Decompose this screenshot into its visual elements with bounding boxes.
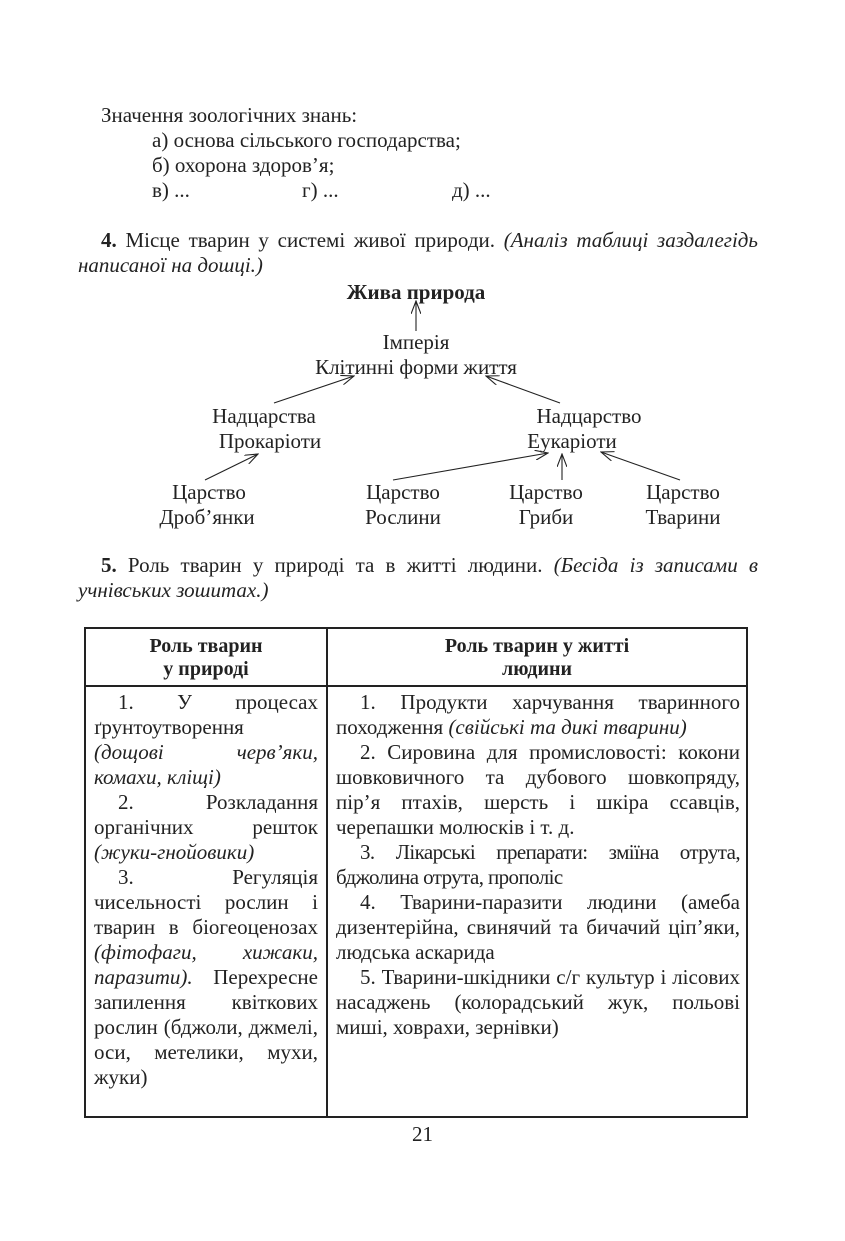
section-5-text: Роль тварин у природі та в житті людини. [116,553,554,577]
human-role-item: 1. Продукти харчування тваринного походження (свійські та дикі тварини) [336,690,740,739]
table-header-left-line-2: у природі [163,658,249,680]
arrow-k1-to-left-super [205,454,258,480]
section-4-number: 4. [101,228,117,252]
node-kingdom-3-label: Царство [509,480,583,504]
human-role-item: 2. Сировина для промисловості: кокони шовковичного та дубового шовкопряду, пір’я птахів, шерсть і шкіра ссавців, черепашки молюсків і т. д. [336,740,740,839]
node-super-right-2: Еукаріоти [527,429,617,453]
nature-role-item: 3. Регуляція чисельності рослин і тварин в біогеоценозах (фітофаги, хижаки, паразити). Перехресне запилення квіткових рослин (бджоли, джмелі, оси, метелики, мухи, жуки) [94,865,318,1089]
nature-role-item: 1. У процесах ґрунтоутворення (дощові черв’яки, комахи, кліщі) [94,690,318,789]
node-kingdom-1-label: Царство [172,480,246,504]
section-5-heading [78,553,758,603]
table-header-left [86,635,326,681]
arrow-k2-to-right-super [393,453,548,480]
intro-item-b: б) охорона здоров’я; [152,153,335,177]
section-4-note: (Аналіз таблиці заздалегідь написаної на дошці.) [78,228,758,277]
arrow-left-super-to-empire [274,376,354,403]
human-role-item: 4. Тварини-паразити людини (амеба дизентерійна, свинячий та бичачий ціп’яки, людська аскарида [336,890,740,964]
intro-item-v: в) ... [152,178,190,202]
node-kingdom-2-name: Рослини [365,505,441,529]
arrow-right-super-to-empire [486,376,560,403]
node-super-left-2: Прокаріоти [218,429,322,453]
table-header-divider [86,685,746,687]
table-header-right-line-2: людини [501,658,573,680]
human-role-item: 3. Лікарські препарати: зміїна отрута, бджолина отрута, прополіс [336,840,740,889]
section-5-number: 5. [101,553,117,577]
node-kingdom-4-label: Царство [646,480,720,504]
page-number: 21 [412,1122,433,1146]
section-4-text: Місце тварин у системі живої природи. [116,228,504,252]
intro-item-g: г) ... [302,178,339,202]
node-kingdom-4-name: Тварини [645,505,721,529]
table-header-left-line-1: Роль тварин [149,635,263,657]
node-empire-1: Імперія [382,330,450,354]
nature-role-item: 2. Розкладання органічних решток (жуки-гнойовики) [94,790,318,864]
node-kingdom-1-name: Дроб’янки [159,505,255,529]
table-column-divider [326,629,328,1116]
table-header-right-line-1: Роль тварин у житті [444,635,630,657]
section-5-note: (Бесіда із записами в учнівських зошитах.) [78,553,758,602]
diagram-arrows [0,0,845,540]
node-root: Жива природа [346,280,486,304]
node-kingdom-3-name: Гриби [518,505,574,529]
node-super-right-1: Надцарство [536,404,642,428]
arrow-k4-to-right-super [601,452,680,480]
table-header-right [328,635,746,681]
table-cell-human [336,690,740,1040]
intro-title: Значення зоологічних знань: [101,103,358,127]
roles-table [84,627,748,1118]
intro-item-d: д) ... [452,178,491,202]
intro-item-a: а) основа сільського господарства; [152,128,461,152]
node-super-left-1: Надцарства [212,404,316,428]
human-role-item: 5. Тварини-шкідники с/г культур і лісових насаджень (колорадський жук, польові миші, ховрахи, зернівки) [336,965,740,1039]
table-cell-nature [94,690,318,1090]
node-empire-2: Клітинні форми життя [315,355,517,379]
node-kingdom-2-label: Царство [366,480,440,504]
